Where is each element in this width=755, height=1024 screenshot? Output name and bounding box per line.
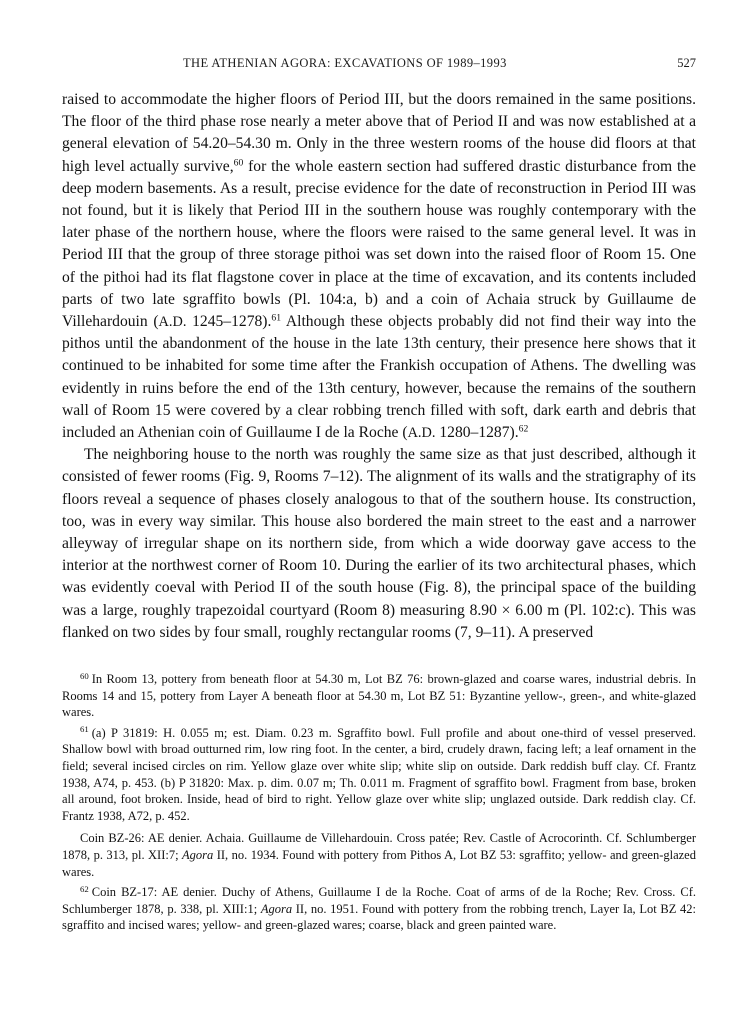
paragraph-2: The neighboring house to the north was roughly the same size as that just described, although it consisted of fewer rooms (Fig. 9, Rooms 7–12). The alignment of its walls and the stratigraphy of its floors reveal a sequence of phases closely analogous to that of the southern house. Its construction, too, was in every way similar. This house also bordered the main street to the east and a narrower alleyway of irregular shape on its northern side, from which a wide doorway gave access to the interior at the northwest corner of Room 10. During the earlier of its two architectural phases, which was evidently coeval with Period II of the south house (Fig. 8), the principal space of the building was a large, roughly trapezoidal courtyard (Room 8) measuring 8.90 × 6.00 m (Pl. 102:c). This was flanked on two sides by four small, roughly rectangular rooms (7, 9–11). A preserved	[62, 446, 696, 641]
footnote-ref-61[interactable]: 61	[271, 312, 282, 324]
footnote-61-coin	[62, 830, 696, 880]
footnote-number: 62	[80, 883, 89, 894]
footnotes	[62, 671, 696, 938]
page-header	[62, 56, 696, 76]
footnote-number: 60	[80, 670, 89, 681]
main-text	[62, 89, 696, 644]
footnote-60	[62, 671, 696, 721]
p1-text-3: 1245–1278).	[186, 313, 272, 331]
footnote-text: II, no. 1951. Found with pottery from the robbing trench, Layer Ia, Lot BZ 42: sgraffito and incised wares; yellow- and green-glazed wares; coarse, black and green painted ware.	[62, 901, 696, 933]
footnote-61	[62, 725, 696, 825]
running-head: THE ATHENIAN AGORA: EXCAVATIONS OF 1989–1993	[183, 56, 507, 70]
era-abbrev: A.D.	[407, 425, 436, 442]
page-number: 527	[677, 56, 696, 70]
p1-text-1: raised to accommodate the higher floors of Period III, but the doors remained in the same positions. The floor of the third phase rose nearly a meter above that of Period II and was now established at a general elevation of 54.20–54.30 m. Only in the three western rooms of the house did floors at that high level actually survive,	[62, 91, 696, 175]
footnote-text: Coin BZ-17: AE denier. Duchy of Athens, Guillaume I de la Roche. Coat of arms of de la Roche; Rev. Cross. Cf. Schlumberger 1878, p. 338, pl. XIII:1;	[62, 885, 696, 916]
p1-text-5: 1280–1287).	[435, 424, 519, 442]
agora-title: Agora	[182, 847, 214, 862]
footnote-ref-60[interactable]: 60	[233, 157, 244, 169]
footnote-text: (a) P 31819: H. 0.055 m; est. Diam. 0.23 m. Sgraffito bowl. Full profile and about one-third of vessel preserved. Shallow bowl with broad outturned rim, low ring foot. In the center, a bird, crudely drawn, facing left; a leaf ornament in the field; several incised circles on rim. Yellow glaze over white slip; white slip on outside. Dark reddish buff clay. Cf. Frantz 1938, A74, p. 453. (b) P 31820: Max. p. dim. 0.07 m; Th. 0.011 m. Fragment of sgraffito bowl. Fragment from base, broken all around, foot broken. Inside, head of bird to right. Yellow glaze over white slip; unglazed outside. Dark reddish clay. Cf. Frantz 1938, A72, p. 452.	[62, 725, 696, 823]
p1-text-4: Although these objects probably did not find their way into the pithos until the abandonment of the house in the late 13th century, their presence here shows that it continued to be inhabited for some time after the Frankish occupation of Athens. The dwelling was evidently in ruins before the end of the 13th century, however, because the remains of the southern wall of Room 15 were covered by a clear robbing trench filled with soft, dark earth and debris that included an Athenian coin of Guillaume I de la Roche (	[62, 313, 696, 442]
era-abbrev: A.D.	[158, 314, 187, 331]
footnote-text: Coin BZ-26: AE denier. Achaia. Guillaume de Villehardouin. Cross patée; Rev. Castle of Acrocorinth. Cf. Schlumberger 1878, p. 313, pl. XII:7;	[62, 831, 696, 862]
footnote-number: 61	[80, 724, 89, 735]
footnote-text: In Room 13, pottery from beneath floor at 54.30 m, Lot BZ 76: brown-glazed and coarse wares, industrial debris. In Rooms 14 and 15, pottery from Layer A beneath floor at 54.30 m, Lot BZ 51: Byzantine yellow-, green-, and white-glazed wares.	[62, 672, 696, 720]
agora-title: Agora	[260, 901, 293, 916]
footnote-text: II, no. 1934. Found with pottery from Pithos A, Lot BZ 53: sgraffito; yellow- and green-glazed wares.	[62, 847, 696, 879]
paragraph-1	[62, 89, 696, 444]
footnote-ref-62[interactable]: 62	[518, 423, 529, 435]
footnote-62	[62, 884, 696, 934]
p1-text-2: for the whole eastern section had suffered drastic disturbance from the deep modern basements. As a result, precise evidence for the date of reconstruction in Period III was not found, but it is likely that Period III in the southern house was roughly contemporary with the later phase of the northern house, where the floors were raised to the same general level. It was in Period III that the group of three storage pithoi was set down into the raised floor of Room 15. One of the pithoi had its flat flagstone cover in place at the time of excavation, and its contents included parts of two late sgraffito bowls (Pl. 104:a, b) and a coin of Achaia struck by Guillaume de Villehardouin (	[62, 157, 696, 331]
